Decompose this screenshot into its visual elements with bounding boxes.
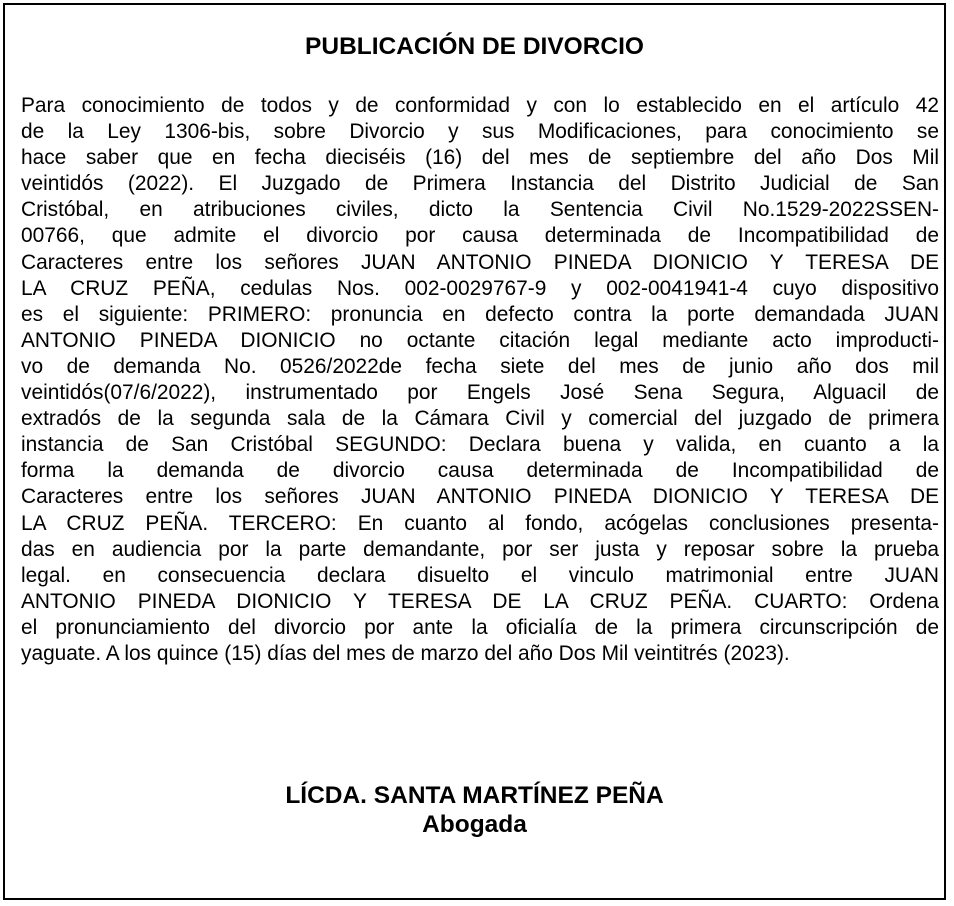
body-line: ANTONIO PINEDA DIONICIO Y TERESA DE LA CRUZ PEÑA. CUARTO: Ordena	[21, 589, 939, 613]
notice-body	[21, 93, 939, 667]
body-line: hace saber que en fecha dieciséis (16) del mes de septiembre del año Dos Mil	[21, 146, 939, 170]
body-line: veintidós (2022). El Juzgado de Primera Instancia del Distrito Judicial de San	[21, 172, 939, 196]
body-line: veintidós(07/6/2022), instrumentado por Engels José Sena Segura, Alguacil de	[21, 381, 939, 405]
notice-frame	[3, 3, 946, 900]
body-line: instancia de San Cristóbal SEGUNDO: Declara buena y valida, en cuanto a la	[21, 433, 939, 457]
body-line: Cristóbal, en atribuciones civiles, dicto la Sentencia Civil No.1529-2022SSEN-	[21, 198, 939, 222]
body-line: LA CRUZ PEÑA, cedulas Nos. 002-0029767-9 y 002-0041941-4 cuyo dispositivo	[21, 276, 939, 300]
body-line: es el siguiente: PRIMERO: pronuncia en defecto contra la porte demandada JUAN	[21, 302, 939, 326]
body-line: Caracteres entre los señores JUAN ANTONIO PINEDA DIONICIO Y TERESA DE	[21, 485, 939, 509]
body-line: Para conocimiento de todos y de conformidad y con lo establecido en el artículo 42	[21, 94, 939, 117]
body-line: de la Ley 1306-bis, sobre Divorcio y sus Modificaciones, para conocimiento se	[21, 120, 939, 144]
body-line: Caracteres entre los señores JUAN ANTONIO PINEDA DIONICIO Y TERESA DE	[21, 250, 939, 274]
body-line: vo de demanda No. 0526/2022de fecha siete del mes de junio año dos mil	[21, 354, 939, 378]
body-line: 00766, que admite el divorcio por causa determinada de Incompatibilidad de	[21, 224, 939, 248]
body-line: extradós de la segunda sala de la Cámara Civil y comercial del juzgado de primera	[21, 407, 939, 431]
body-line: yaguate. A los quince (15) días del mes de marzo del año Dos Mil veintitrés (2023).	[21, 641, 790, 665]
notice-title: PUBLICACIÓN DE DIVORCIO	[305, 33, 644, 60]
body-line: das en audiencia por la parte demandante, por ser justa y reposar sobre la prueba	[21, 537, 939, 561]
body-line: LA CRUZ PEÑA. TERCERO: En cuanto al fondo, acógelas conclusiones presenta-	[21, 511, 939, 535]
signatory-role: Abogada	[422, 811, 527, 838]
signatory-name: LÍCDA. SANTA MARTÍNEZ PEÑA	[285, 782, 664, 809]
body-line: forma la demanda de divorcio causa determinada de Incompatibilidad de	[21, 459, 939, 483]
body-line: ANTONIO PINEDA DIONICIO no octante citación legal mediante acto improducti-	[21, 328, 939, 352]
body-line: legal. en consecuencia declara disuelto el vinculo matrimonial entre JUAN	[21, 563, 939, 587]
signature-block	[5, 781, 944, 839]
body-line: el pronunciamiento del divorcio por ante la oficialía de la primera circunscripción de	[21, 615, 939, 639]
